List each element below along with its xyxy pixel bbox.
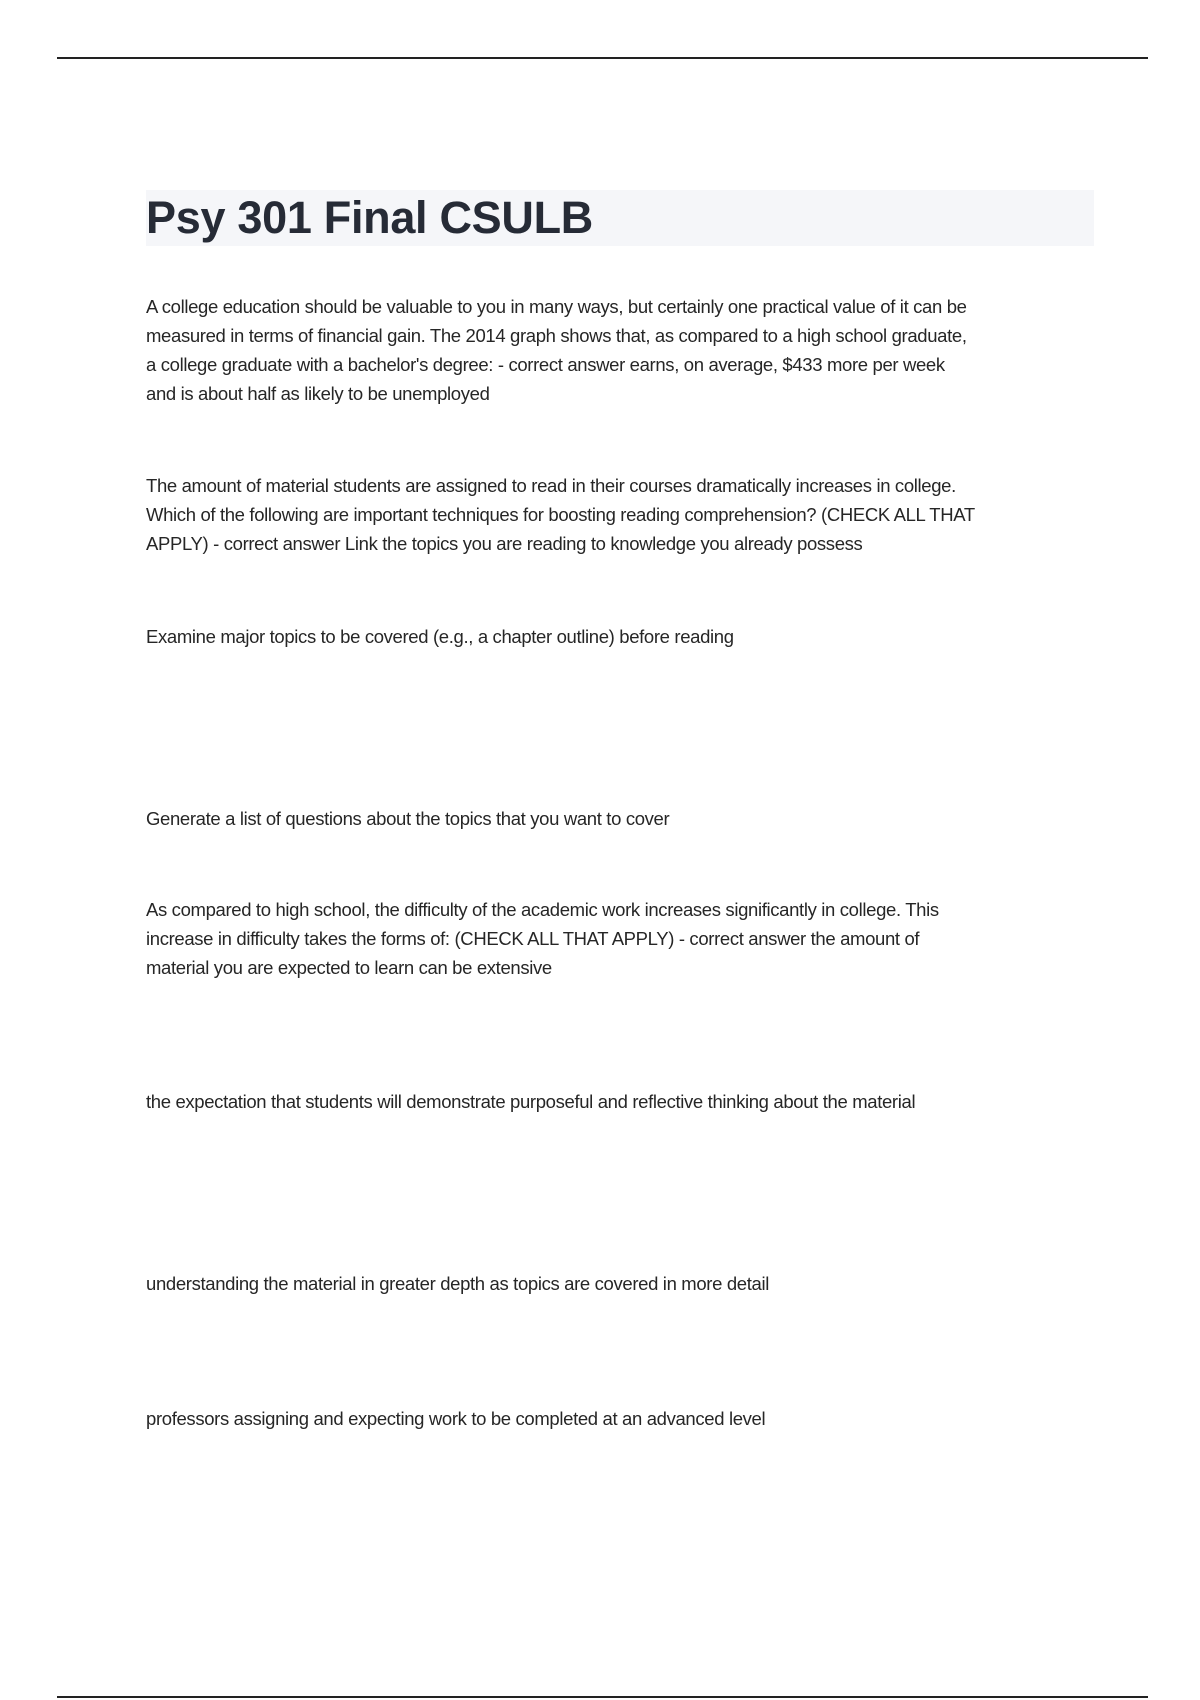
paragraph-q3	[146, 895, 1106, 982]
text-line: As compared to high school, the difficulty of the academic work increases significantly in college. This	[146, 899, 939, 920]
text-line: The amount of material students are assigned to read in their courses dramatically increases in college.	[146, 475, 956, 496]
paragraph-q3-answer-4	[146, 1404, 1106, 1433]
text-line: Which of the following are important techniques for boosting reading comprehension? (CHECK ALL THAT	[146, 504, 975, 525]
text-line: APPLY) - correct answer Link the topics you are reading to knowledge you already possess	[146, 533, 863, 554]
text-line: Examine major topics to be covered (e.g., a chapter outline) before reading	[146, 626, 734, 647]
text-line: a college graduate with a bachelor's degree: - correct answer earns, on average, $433 more per week	[146, 354, 945, 375]
text-line: A college education should be valuable to you in many ways, but certainly one practical value of it can be	[146, 296, 967, 317]
text-line: material you are expected to learn can be extensive	[146, 957, 552, 978]
paragraph-q2-answer-3	[146, 804, 1106, 833]
text-line: Generate a list of questions about the topics that you want to cover	[146, 808, 670, 829]
paragraph-q2	[146, 471, 1106, 558]
text-line: measured in terms of financial gain. The 2014 graph shows that, as compared to a high school graduate,	[146, 325, 967, 346]
text-line: the expectation that students will demonstrate purposeful and reflective thinking about the material	[146, 1091, 916, 1112]
paragraph-q2-answer-2	[146, 622, 1106, 651]
paragraph-q1	[146, 292, 1106, 408]
paragraph-q3-answer-3	[146, 1269, 1106, 1298]
footer-rule	[57, 1696, 1148, 1698]
header-rule	[57, 57, 1148, 59]
document-title: Psy 301 Final CSULB	[146, 192, 593, 243]
paragraph-q3-answer-2	[146, 1087, 1106, 1116]
text-line: and is about half as likely to be unemployed	[146, 383, 490, 404]
text-line: increase in difficulty takes the forms of: (CHECK ALL THAT APPLY) - correct answer the amount of	[146, 928, 920, 949]
text-line: understanding the material in greater depth as topics are covered in more detail	[146, 1273, 769, 1294]
text-line: professors assigning and expecting work to be completed at an advanced level	[146, 1408, 766, 1429]
